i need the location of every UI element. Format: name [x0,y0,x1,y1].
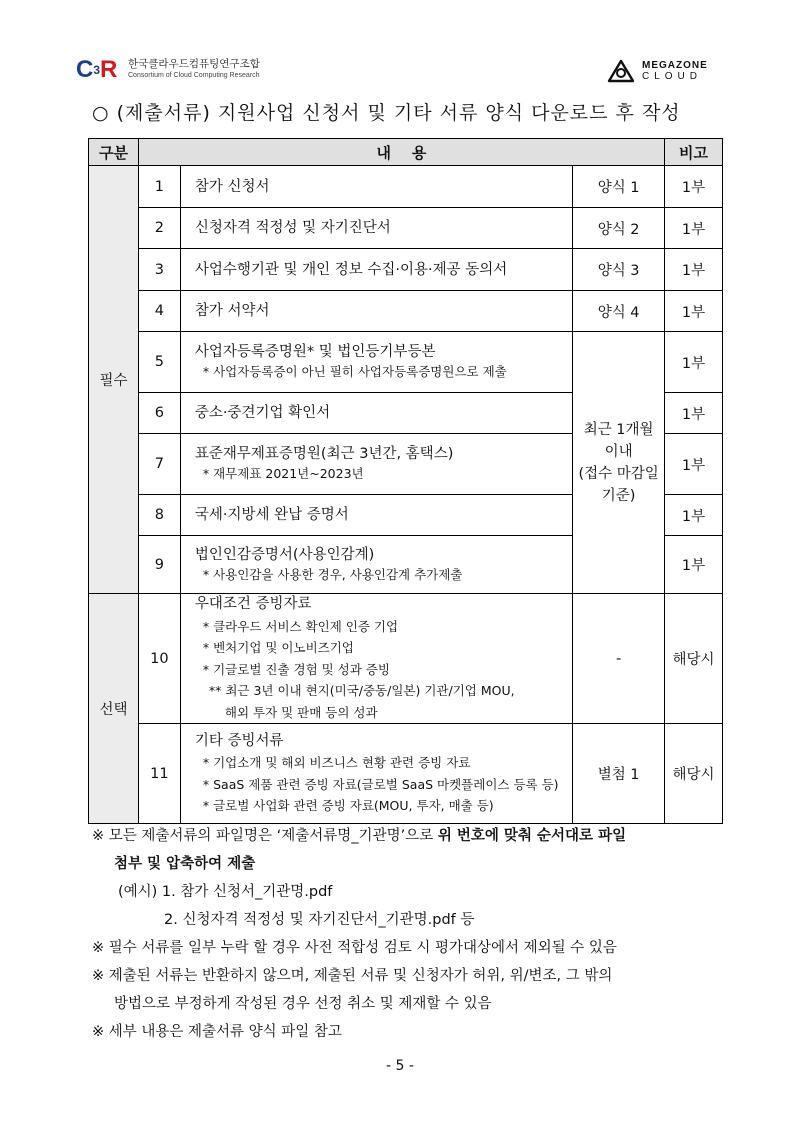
megazone-logo: MEGAZONE CLOUD [606,58,726,84]
header-note: 비고 [665,139,723,166]
example-2: 2. 신청자격 적정성 및 자기진단서_기관명.pdf 등 [164,912,475,928]
table-row: 필수 1 참가 신청서 양식 1 1부 [89,166,723,208]
megazone-icon [606,58,636,84]
header-group: 구분 [89,139,139,166]
header-content: 내 용 [138,139,664,166]
page-header [0,0,800,90]
note-missing: ※ 필수 서류를 일부 누락 할 경우 사전 적합성 검토 시 평가대상에서 제외될 수 있음 [92,940,617,956]
note-return: ※ 제출된 서류는 반환하지 않으며, 제출된 서류 및 신청자가 허위, 위/변조, 그 밖의 [92,968,613,984]
table-row: 11 기타 증빙서류 * 기업소개 및 해외 비즈니스 현황 관련 증빙 자료 * SaaS 제품 관련 증빙 자료(글로벌 SaaS 마켓플레이스 등록 등) * 글로벌 사업화 관련 증빙 자료(MOU, 투자, 매출 등) 별첨 1 해당시 [89,724,723,824]
c3r-logo: $C^3R$ 한국클라우드컴퓨팅연구조합 Consortium of Cloud Computing Research [76,56,260,83]
documents-table [88,138,723,824]
note-filename: ※ 모든 제출서류의 파일명은 ‘제출서류명_기관명’으로 위 번호에 맞춰 순서대로 파일 [92,828,627,844]
c3r-name-en: Consortium of Cloud Computing Research [128,72,260,79]
table-header-row [89,139,723,166]
section-title: ○ (제출서류) 지원사업 신청서 및 기타 서류 양식 다운로드 후 작성 [92,102,681,124]
page-number: - 5 - [386,1058,414,1074]
table-row: 3 사업수행기관 및 개인 정보 수집·이용·제공 동의서 양식 3 1부 [89,249,723,291]
c3r-name: 한국클라우드컴퓨팅연구조합 [128,58,260,70]
table-row: 5 사업자등록증명원* 및 법인등기부등본 * 사업자등록증이 아닌 필히 사업자등록증명원으로 제출 최근 1개월 이내 (접수 마감일 기준) 1부 [89,332,723,393]
table-row: 9 법인인감증명서(사용인감계) * 사용인감을 사용한 경우, 사용인감계 추가제출 1부 [89,536,723,594]
table-row: 7 표준재무제표증명원(최근 3년간, 홈택스) * 재무제표 2021년~2023년 1부 [89,434,723,495]
table-row: 6 중소·중견기업 확인서 1부 [89,393,723,434]
note-details: ※ 세부 내용은 제출서류 양식 파일 참고 [92,1024,342,1040]
table-row: 선택 10 우대조건 증빙자료 * 클라우드 서비스 확인제 인증 기업 * 벤처기업 및 이노비즈기업 * 기글로벌 진출 경험 및 성과 증빙 ** 최근 3년 이내 현지(미국/중동/일본) 기관/기업 MOU, 해외 투자 및 판매 등의 성과 - 해당시 [89,594,723,724]
notes: ※ 모든 제출서류의 파일명은 ‘제출서류명_기관명’으로 위 번호에 맞춰 순서대로 파일 첨부 및 압축하여 제출 (예시) 1. 참가 신청서_기관명.pdf 2. 신청자격 적정성 및 자기진단서_기관명.pdf 등 ※ 필수 서류를 일부 누락 할 경우 사전 적합성 검토 시 평가대상에서 제외될 수 있음 ※ 제출된 서류는 반환하지 않으며, 제출된 서류 및 신청자가 허위, 위/변조, 그 밖의 방법으로 부정하게 작성된 경우 선정 취소 및 제재할 수 있음 ※ 세부 내용은 제출서류 양식 파일 참고 [92,822,732,1046]
group-optional: 선택 [89,594,139,824]
group-required: 필수 [89,166,139,594]
recent-month-note: 최근 1개월 이내 (접수 마감일 기준) [573,332,665,594]
example-1: (예시) 1. 참가 신청서_기관명.pdf [118,884,333,900]
table-row: 4 참가 서약서 양식 4 1부 [89,291,723,332]
table-row: 8 국세·지방세 완납 증명서 1부 [89,495,723,536]
table-row: 2 신청자격 적정성 및 자기진단서 양식 2 1부 [89,208,723,249]
